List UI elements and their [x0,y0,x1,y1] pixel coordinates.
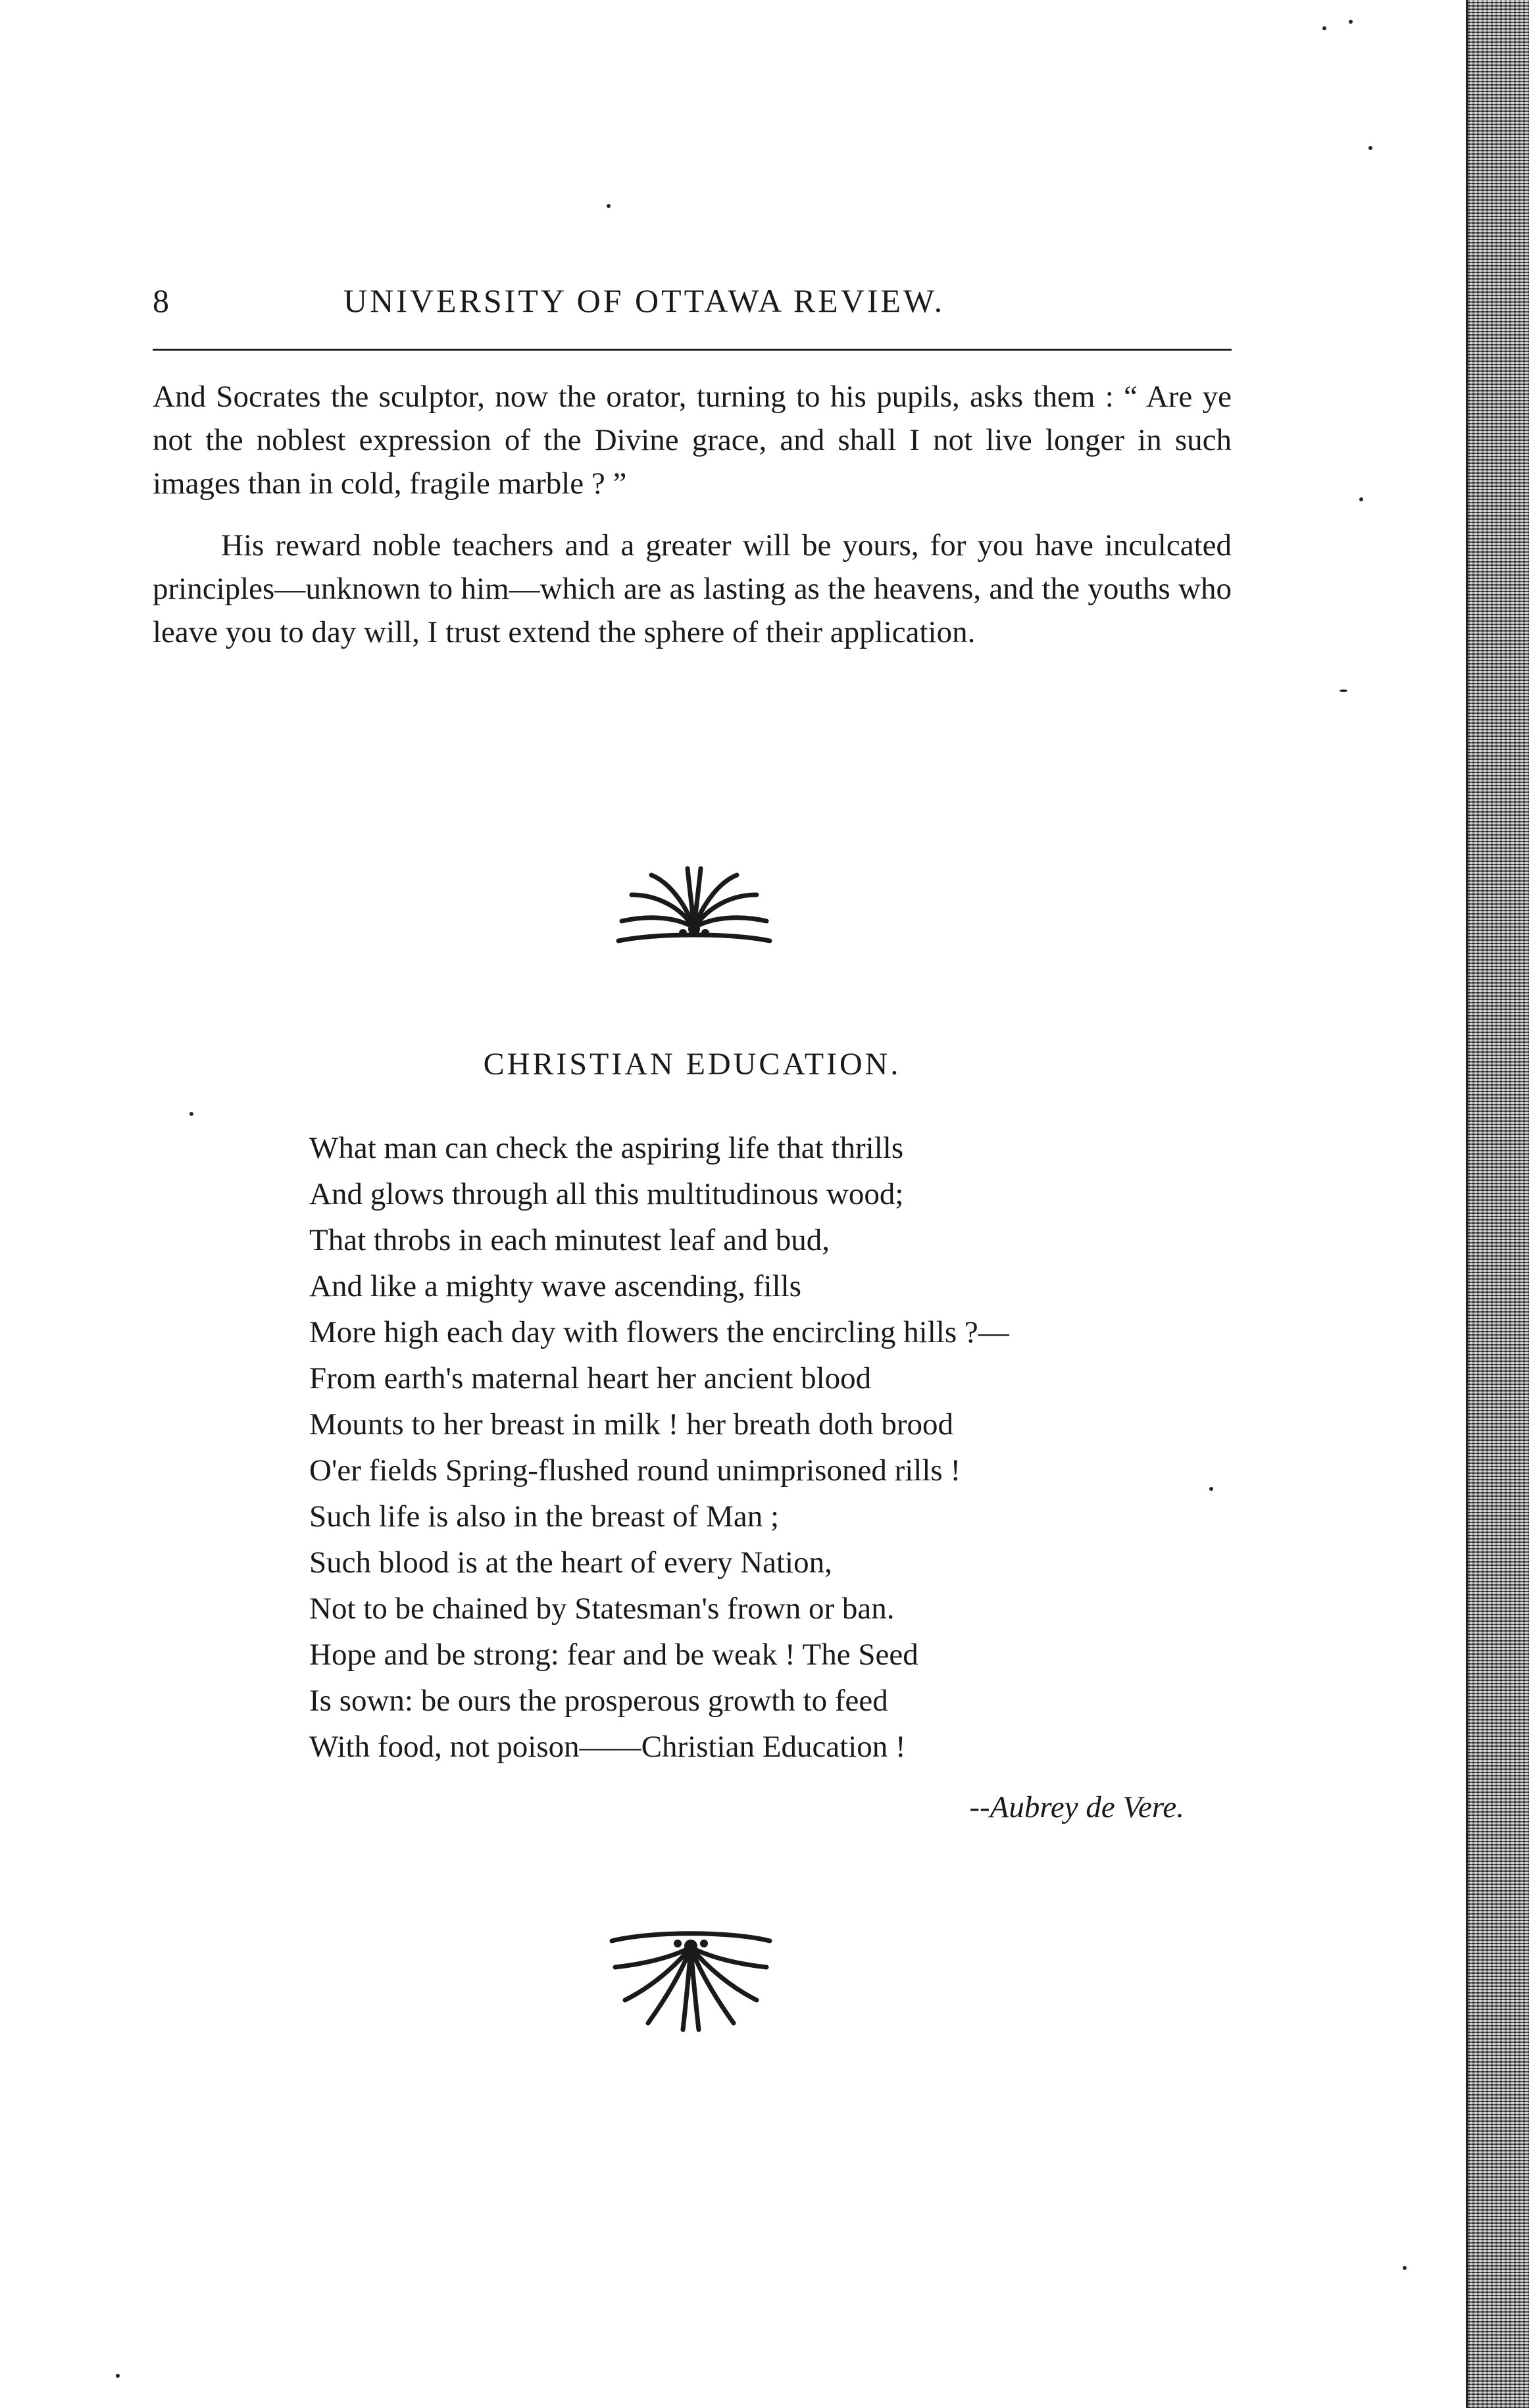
page-header [153,282,1232,334]
poem-line: Such blood is at the heart of every Nation, [309,1545,832,1580]
scan-speck [1349,20,1353,24]
header-rule [153,349,1232,351]
scan-speck [1368,146,1372,150]
scan-speck [1322,26,1326,30]
poem-line: Mounts to her breast in milk ! her breath doth brood [309,1407,953,1442]
poem-line: O'er fields Spring-flushed round unimprisoned rills ! [309,1453,961,1488]
scan-speck [1359,497,1363,501]
poem-line: And glows through all this multitudinous wood; [309,1177,904,1211]
poem-line: Such life is also in the breast of Man ; [309,1499,779,1534]
paragraph: And Socrates the sculptor, now the orator, turning to his pupils, asks them : “ Are ye not the noblest expression of the Divine grace, and shall I not live longer in such images than in cold, fragile marble ? ” [153,380,1232,501]
poem-line: Not to be chained by Statesman's frown or ban. [309,1592,895,1626]
poem-line: That throbs in each minutest leaf and bud, [309,1223,830,1257]
page-number: 8 [153,282,170,319]
poem-line: What man can check the aspiring life that thrills [309,1131,904,1165]
poem-line: Hope and be strong: fear and be weak ! The Seed [309,1638,918,1672]
poem-attribution: --Aubrey de Vere. [969,1790,1184,1824]
poem-line: And like a mighty wave ascending, fills [309,1269,801,1303]
fleuron-ornament-graphic [605,855,783,961]
scan-speck [189,1112,193,1116]
prose-section [153,375,1232,672]
fleuron-ornament-graphic [599,1915,783,2046]
scan-speck [607,204,611,208]
fleuron-ornament [605,855,783,961]
fleuron-ornament [599,1915,783,2046]
scan-speck [1403,2266,1407,2270]
poem-line: From earth's maternal heart her ancient blood [309,1361,872,1395]
binding-edge [1466,0,1529,2408]
scan-speck [1340,690,1347,692]
poem-line: With food, not poison——Christian Education ! [309,1730,906,1764]
poem-body [309,1125,1230,1770]
scan-speck [116,2374,120,2378]
running-title: UNIVERSITY OF OTTAWA REVIEW. [343,282,945,319]
paragraph: His reward noble teachers and a greater will be yours, for you have inculcated principles—unknown to him—which are as lasting as the heavens, and the youths who leave you to day will, I trust extend the sphere of their application. [153,528,1232,649]
poem-line: More high each day with flowers the encircling hills ?— [309,1315,1009,1349]
poem-title: CHRISTIAN EDUCATION. [483,1047,901,1082]
poem-line: Is sown: be ours the prosperous growth to feed [309,1684,888,1718]
